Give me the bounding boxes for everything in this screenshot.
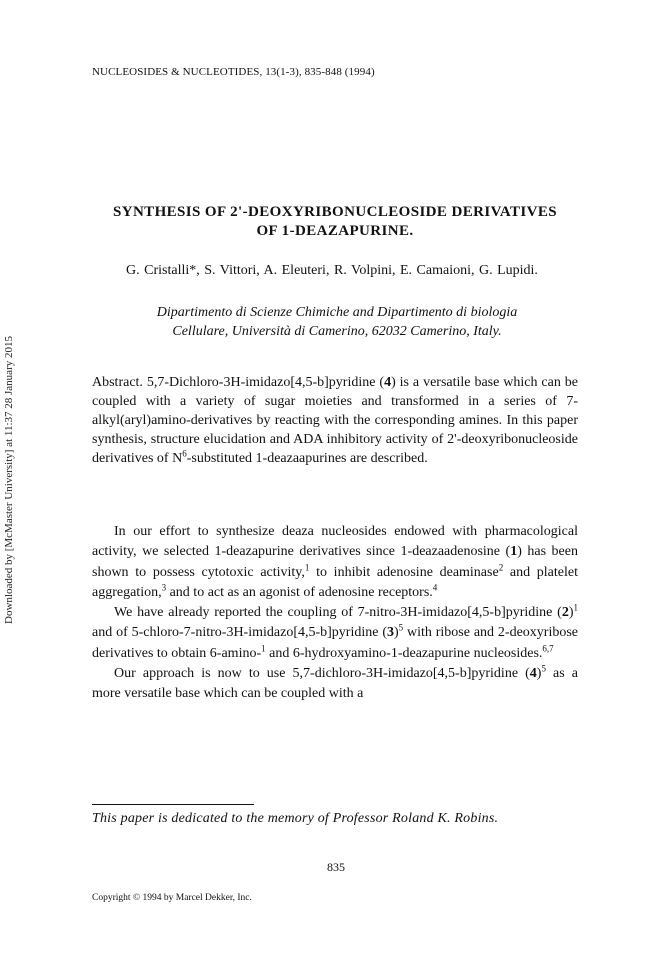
text-run: to inhibit adenosine deaminase	[309, 564, 499, 580]
dedication-footnote: This paper is dedicated to the memory of Professor Roland K. Robins.	[92, 811, 499, 826]
compound-number: 4	[384, 375, 392, 390]
reference-marker: 5	[398, 622, 404, 633]
abstract-text-1: Abstract. 5,7-Dichloro-3H-imidazo[4,5-b]pyridine (	[92, 375, 385, 390]
reference-marker: 2	[498, 561, 504, 572]
text-run: ) has been shown to possess cytotoxic activity,	[92, 544, 578, 580]
text-run: as a more versatile base which can be coupled with a	[92, 666, 578, 702]
journal-header: NUCLEOSIDES & NUCLEOTIDES, 13(1-3), 835-848 (1994)	[92, 66, 375, 78]
abstract-text-3: -substituted 1-deazaapurines are described.	[186, 451, 428, 466]
affiliation-line-2: Cellulare, Università di Camerino, 62032 Camerino, Italy.	[172, 324, 502, 339]
compound-number: 3	[386, 625, 394, 641]
reference-marker: 1	[261, 643, 266, 654]
title-line-1: SYNTHESIS OF 2'-DEOXYRIBONUCLEOSIDE DERIVATIVES	[112, 204, 558, 220]
superscript: 6	[182, 448, 187, 459]
text-run: )	[568, 605, 574, 621]
footnote-rule	[92, 804, 254, 805]
text-run: We have already reported the coupling of 7-nitro-3H-imidazo[4,5-b]pyridine (	[114, 605, 562, 621]
body-paragraph-2	[92, 603, 578, 664]
body-text	[92, 522, 578, 705]
text-run: with ribose and 2-deoxyribose derivatives to obtain 6-amino-	[92, 625, 578, 661]
page-number: 835	[327, 860, 345, 874]
download-watermark: Downloaded by [McMaster University] at 11:37 28 January 2015	[3, 336, 15, 624]
reference-marker: 6,7	[542, 643, 554, 654]
affiliation-line-1: Dipartimento di Scienze Chimiche and Dipartimento di biologia	[156, 305, 518, 320]
text-run: )	[393, 625, 399, 641]
text-run: and of 5-chloro-7-nitro-3H-imidazo[4,5-b]pyridine (	[92, 625, 387, 641]
abstract-text-2: ) is a versatile base which can be coupled with a variety of sugar moieties and transformed in a series of 7-alkyl(aryl)amino-derivatives by reacting with the corresponding amines. In this paper synthesis, structure elucidation and ADA inhibitory activity of 2'-deoxyribonucleoside derivatives of N	[92, 375, 578, 466]
compound-number: 4	[529, 666, 537, 682]
abstract-paragraph	[92, 373, 578, 468]
compound-number: 1	[510, 544, 518, 560]
reference-marker: 1	[573, 602, 578, 613]
text-run: Our approach is now to use 5,7-dichloro-3H-imidazo[4,5-b]pyridine (	[114, 666, 530, 682]
affiliation	[112, 303, 562, 341]
title-line-2: OF 1-DEAZAPURINE.	[256, 223, 414, 239]
paper-title	[100, 203, 570, 241]
text-run: and platelet aggregation,	[92, 564, 578, 600]
reference-marker: 4	[432, 582, 438, 593]
text-run: and to act as an agonist of adenosine receptors.	[166, 584, 433, 600]
author-list: G. Cristalli*, S. Vittori, A. Eleuteri, R. Volpini, E. Camaioni, G. Lupidi.	[126, 263, 538, 278]
reference-marker: 1	[304, 561, 310, 572]
text-run: In our effort to synthesize deaza nucleosides endowed with pharmacological activity, we selected 1-deazapurine derivatives since 1-deazaadenosine (	[92, 524, 578, 560]
body-paragraph-3	[92, 664, 578, 705]
text-run: )	[536, 666, 542, 682]
reference-marker: 3	[161, 582, 167, 593]
copyright-notice: Copyright © 1994 by Marcel Dekker, Inc.	[92, 893, 252, 903]
text-run: and 6-hydroxyamino-1-deazapurine nucleosides.	[265, 645, 543, 661]
reference-marker: 5	[541, 663, 546, 674]
compound-number: 2	[561, 605, 569, 621]
body-paragraph-1	[92, 522, 578, 603]
